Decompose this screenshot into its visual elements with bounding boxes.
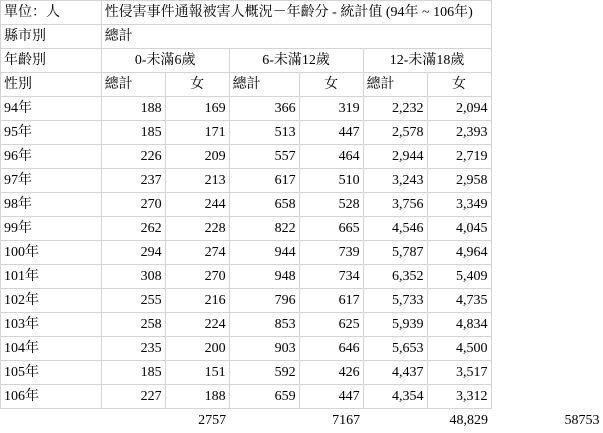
table-row <box>1 97 603 121</box>
table-row <box>1 217 603 241</box>
unit-cell[interactable]: 單位：人 <box>1 1 102 25</box>
total-cell[interactable]: 2757 <box>198 412 227 428</box>
year-cell[interactable]: 96年 <box>1 145 102 169</box>
col-header-female[interactable]: 女 <box>165 73 229 97</box>
table-row <box>1 241 603 265</box>
value-cell[interactable]: 224 <box>165 313 229 337</box>
sheet-title[interactable]: 性侵害事件通報被害人概況－年齡分 - 統計值 (94年 ~ 106年) <box>101 1 491 25</box>
year-cell[interactable]: 97年 <box>1 169 102 193</box>
year-cell[interactable]: 99年 <box>1 217 102 241</box>
value-cell[interactable]: 796 <box>229 289 299 313</box>
value-cell[interactable]: 274 <box>165 241 229 265</box>
value-cell[interactable]: 948 <box>229 265 299 289</box>
value-cell[interactable]: 200 <box>165 337 229 361</box>
value-cell[interactable]: 258 <box>101 313 165 337</box>
total-cell[interactable]: 58753 <box>564 412 600 428</box>
value-cell[interactable]: 4,735 <box>427 289 491 313</box>
value-cell[interactable]: 3,243 <box>363 169 427 193</box>
year-cell[interactable]: 103年 <box>1 313 102 337</box>
value-cell[interactable]: 244 <box>165 193 229 217</box>
value-cell[interactable]: 5,733 <box>363 289 427 313</box>
value-cell[interactable]: 4,045 <box>427 217 491 241</box>
value-cell[interactable]: 308 <box>101 265 165 289</box>
year-cell[interactable]: 94年 <box>1 97 102 121</box>
value-cell[interactable]: 903 <box>229 337 299 361</box>
value-cell[interactable]: 227 <box>101 385 165 409</box>
value-cell[interactable]: 5,939 <box>363 313 427 337</box>
value-cell[interactable]: 592 <box>229 361 299 385</box>
value-cell[interactable]: 4,546 <box>363 217 427 241</box>
value-cell[interactable]: 659 <box>229 385 299 409</box>
value-cell[interactable]: 822 <box>229 217 299 241</box>
value-cell[interactable]: 853 <box>229 313 299 337</box>
value-cell[interactable]: 5,653 <box>363 337 427 361</box>
value-cell[interactable]: 528 <box>299 193 363 217</box>
total-cell[interactable]: 48,829 <box>449 412 489 428</box>
value-cell[interactable]: 734 <box>299 265 363 289</box>
value-cell[interactable]: 294 <box>101 241 165 265</box>
value-cell[interactable]: 2,958 <box>427 169 491 193</box>
gender-header-row <box>1 73 603 97</box>
value-cell[interactable]: 426 <box>299 361 363 385</box>
gender-label[interactable]: 性別 <box>1 73 102 97</box>
value-cell[interactable]: 228 <box>165 217 229 241</box>
value-cell[interactable]: 185 <box>101 361 165 385</box>
value-cell[interactable]: 209 <box>165 145 229 169</box>
table-row <box>1 193 603 217</box>
value-cell[interactable]: 739 <box>299 241 363 265</box>
col-header-female[interactable]: 女 <box>299 73 363 97</box>
value-cell[interactable]: 4,354 <box>363 385 427 409</box>
county-label[interactable]: 縣市別 <box>1 25 102 49</box>
age-group-6-12[interactable]: 6-未滿12歲 <box>229 49 363 73</box>
value-cell[interactable]: 665 <box>299 217 363 241</box>
value-cell[interactable]: 169 <box>165 97 229 121</box>
value-cell[interactable]: 319 <box>299 97 363 121</box>
value-cell[interactable]: 4,500 <box>427 337 491 361</box>
value-cell[interactable]: 151 <box>165 361 229 385</box>
value-cell[interactable]: 2,094 <box>427 97 491 121</box>
value-cell[interactable]: 270 <box>165 265 229 289</box>
age-group-0-6[interactable]: 0-未滿6歲 <box>101 49 229 73</box>
table-row <box>1 313 603 337</box>
value-cell[interactable]: 2,578 <box>363 121 427 145</box>
value-cell[interactable]: 2,393 <box>427 121 491 145</box>
year-cell[interactable]: 104年 <box>1 337 102 361</box>
value-cell[interactable]: 171 <box>165 121 229 145</box>
col-header-female[interactable]: 女 <box>427 73 491 97</box>
year-cell[interactable]: 105年 <box>1 361 102 385</box>
value-cell[interactable]: 464 <box>299 145 363 169</box>
col-header-total[interactable]: 總計 <box>229 73 299 97</box>
value-cell[interactable]: 510 <box>299 169 363 193</box>
table-row <box>1 121 603 145</box>
col-header-total[interactable]: 總計 <box>101 73 165 97</box>
value-cell[interactable]: 5,409 <box>427 265 491 289</box>
table-row <box>1 265 603 289</box>
year-cell[interactable]: 101年 <box>1 265 102 289</box>
value-cell[interactable]: 3,312 <box>427 385 491 409</box>
value-cell[interactable]: 5,787 <box>363 241 427 265</box>
value-cell[interactable]: 216 <box>165 289 229 313</box>
value-cell[interactable]: 213 <box>165 169 229 193</box>
totals-row <box>1 409 603 433</box>
value-cell[interactable]: 188 <box>101 97 165 121</box>
year-cell[interactable]: 102年 <box>1 289 102 313</box>
table-row <box>1 289 603 313</box>
value-cell[interactable]: 3,517 <box>427 361 491 385</box>
county-row <box>1 25 603 49</box>
value-cell[interactable]: 4,964 <box>427 241 491 265</box>
value-cell[interactable]: 6,352 <box>363 265 427 289</box>
year-cell[interactable]: 98年 <box>1 193 102 217</box>
value-cell[interactable]: 557 <box>229 145 299 169</box>
table-row <box>1 337 603 361</box>
value-cell[interactable]: 188 <box>165 385 229 409</box>
age-label[interactable]: 年齡別 <box>1 49 102 73</box>
value-cell[interactable]: 4,437 <box>363 361 427 385</box>
col-header-total[interactable]: 總計 <box>363 73 427 97</box>
value-cell[interactable]: 270 <box>101 193 165 217</box>
value-cell[interactable]: 2,232 <box>363 97 427 121</box>
value-cell[interactable]: 262 <box>101 217 165 241</box>
table-row <box>1 145 603 169</box>
year-cell[interactable]: 95年 <box>1 121 102 145</box>
value-cell[interactable]: 235 <box>101 337 165 361</box>
total-cell[interactable]: 7167 <box>332 412 361 428</box>
value-cell[interactable]: 447 <box>299 385 363 409</box>
value-cell[interactable]: 617 <box>299 289 363 313</box>
value-cell[interactable]: 3,756 <box>363 193 427 217</box>
value-cell[interactable]: 185 <box>101 121 165 145</box>
age-group-row <box>1 49 603 73</box>
value-cell[interactable]: 658 <box>229 193 299 217</box>
value-cell[interactable]: 2,944 <box>363 145 427 169</box>
value-cell[interactable]: 366 <box>229 97 299 121</box>
age-group-12-18[interactable]: 12-未滿18歲 <box>363 49 491 73</box>
value-cell[interactable]: 944 <box>229 241 299 265</box>
value-cell[interactable]: 226 <box>101 145 165 169</box>
value-cell[interactable]: 646 <box>299 337 363 361</box>
value-cell[interactable]: 617 <box>229 169 299 193</box>
table-row <box>1 169 603 193</box>
year-cell[interactable]: 106年 <box>1 385 102 409</box>
title-row <box>1 1 603 25</box>
county-value[interactable]: 總計 <box>101 25 491 49</box>
value-cell[interactable]: 513 <box>229 121 299 145</box>
value-cell[interactable]: 447 <box>299 121 363 145</box>
year-cell[interactable]: 100年 <box>1 241 102 265</box>
value-cell[interactable]: 255 <box>101 289 165 313</box>
table-row <box>1 385 603 409</box>
value-cell[interactable]: 3,349 <box>427 193 491 217</box>
value-cell[interactable]: 237 <box>101 169 165 193</box>
value-cell[interactable]: 625 <box>299 313 363 337</box>
value-cell[interactable]: 2,719 <box>427 145 491 169</box>
value-cell[interactable]: 4,834 <box>427 313 491 337</box>
table-row <box>1 361 603 385</box>
